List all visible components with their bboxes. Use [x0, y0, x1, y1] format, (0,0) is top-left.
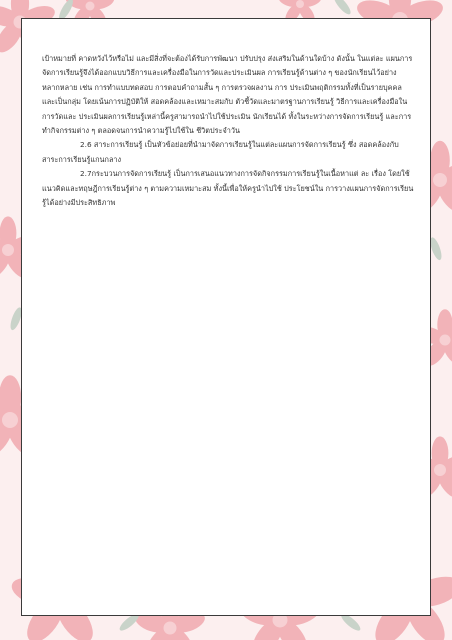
paragraph-assessment: เป้าหมายที่ คาดหวังไว้หรือไม่ และมีสิ่งที่จะต้องได้รับการพัฒนา ปรับปรุง ส่งเสริมในด้านใดบ้าง ดังนั้น ในแต่ละ แผนการจัดการเรียนรู้จึงได้ออกแบบวิธีการและเครื่องมือในการวัดและประเมินผล การเรียนรู้ด้านต่าง ๆ ของนักเรียนไว้อย่างหลากหลาย เช่น การทำแบบทดสอบ การตอบคำถามสั้น ๆ การตรวจผลงาน การ ประเมินพฤติกรรมทั้งที่เป็นรายบุคคลและเป็นกลุ่ม โดยเน้นการปฏิบัติให้ สอดคล้องและเหมาะสมกับ ตัวชี้วัดและมาตรฐานการเรียนรู้ วิธีการและเครื่องมือในการวัดและ ประเมินผลการเรียนรู้เหล่านี้ครูสามารถนำไปใช้ประเมิน นักเรียนได้ ทั้งในระหว่างการจัดการเรียนรู้ และการทำกิจกรรมต่าง ๆ ตลอดจนการนำความรู้ไปใช้ใน ชีวิตประจำวัน [42, 54, 413, 136]
paragraph-learning-process: 2.7กระบวนการจัดการเรียนรู้ เป็นการเสนอแนวทางการจัดกิจกรรมการเรียนรู้ในเนื้อหาแต่ ละ เรื่อง โดยใช้แนวคิดและทฤษฎีการเรียนรู้ต่าง ๆ ตามความเหมาะสม ทั้งนี้เพื่อให้ครูนำไปใช้ ประโยชน์ใน การวางแผนการจัดการเรียนรู้ได้อย่างมีประสิทธิภาพ [42, 169, 414, 208]
document-body [42, 52, 414, 210]
paragraph-learning-content: 2.6 สาระการเรียนรู้ เป็นหัวข้อย่อยที่นำมาจัดการเรียนรู้ในแต่ละแผนการจัดการเรียนรู้ ซึ่ง สอดคล้องกับสาระการเรียนรู้แกนกลาง [42, 140, 399, 164]
